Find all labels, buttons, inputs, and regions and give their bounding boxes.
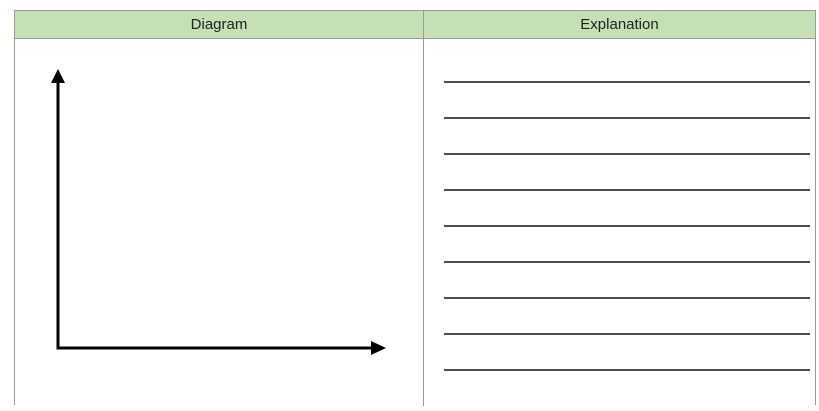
diagram-header: Diagram xyxy=(15,11,424,39)
writing-line xyxy=(444,261,810,263)
explanation-lines-area xyxy=(424,39,815,406)
writing-line xyxy=(444,189,810,191)
axes-diagram xyxy=(15,39,423,406)
explanation-header: Explanation xyxy=(424,11,815,39)
writing-line xyxy=(444,117,810,119)
diagram-area xyxy=(15,39,423,406)
writing-line xyxy=(444,225,810,227)
y-arrowhead-icon xyxy=(51,69,65,83)
writing-line xyxy=(444,153,810,155)
x-arrowhead-icon xyxy=(371,341,386,355)
writing-line xyxy=(444,333,810,335)
writing-line xyxy=(444,297,810,299)
worksheet-table xyxy=(14,10,816,405)
writing-line xyxy=(444,369,810,371)
writing-line xyxy=(444,81,810,83)
